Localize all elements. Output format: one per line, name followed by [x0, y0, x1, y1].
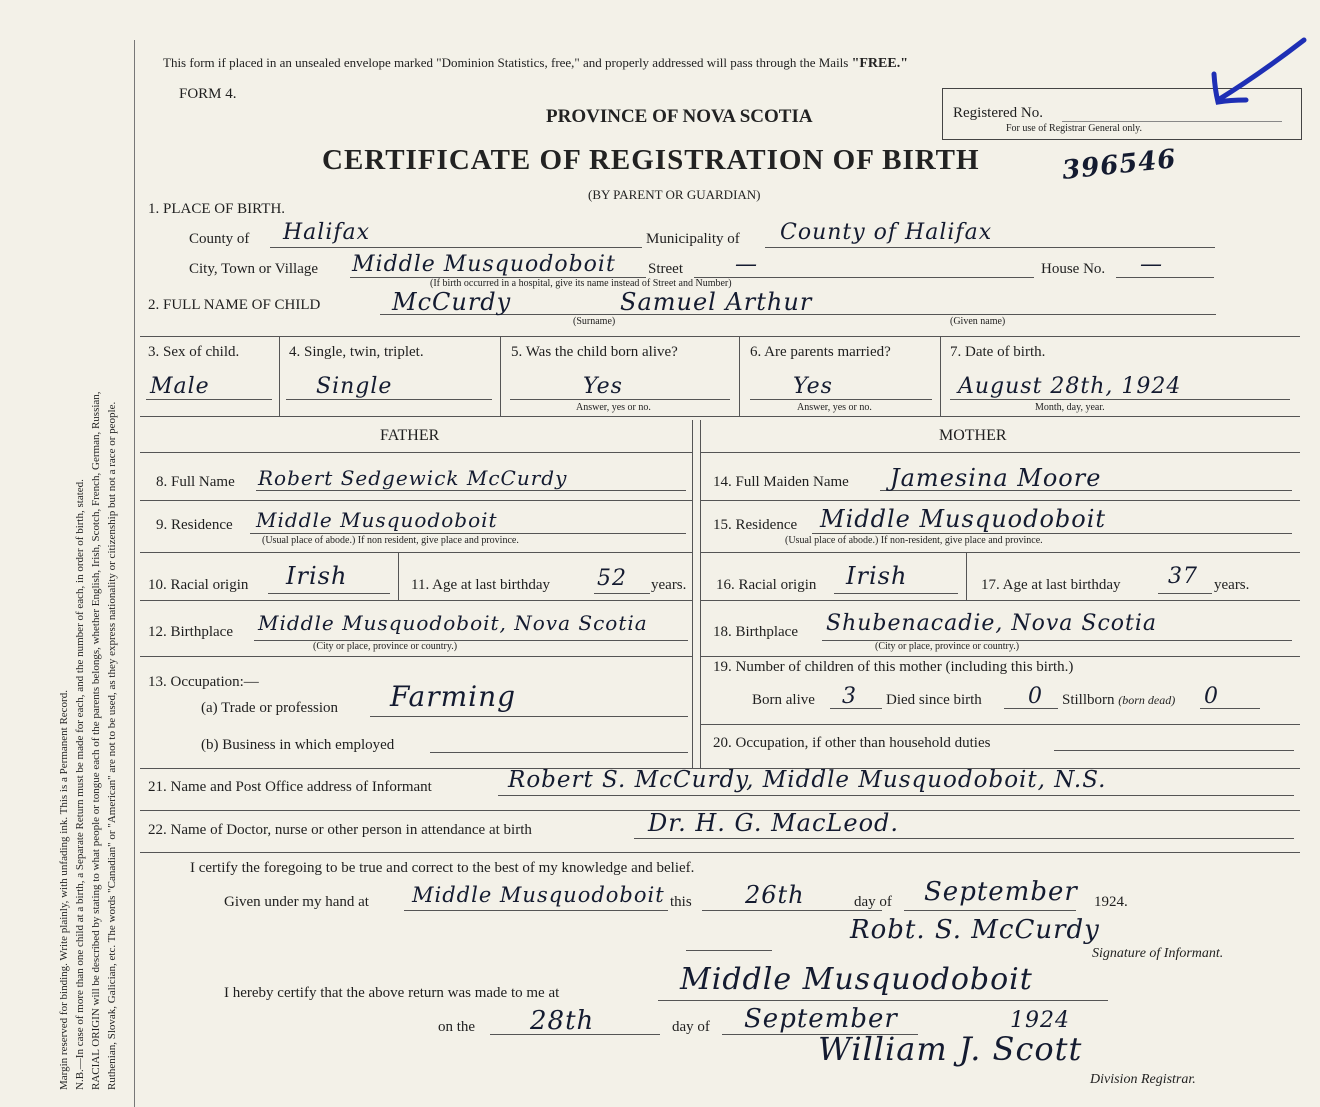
mother-age-label: 17. Age at last birthday	[981, 577, 1121, 593]
signature-caption: Signature of Informant.	[1092, 946, 1224, 961]
sex-value: Male	[150, 374, 210, 399]
died-value: 0	[1028, 684, 1043, 709]
father-occupation-label: 13. Occupation:—	[148, 674, 259, 690]
alive-value: Yes	[583, 374, 623, 399]
informant-signature: Robt. S. McCurdy	[850, 915, 1100, 945]
father-residence-line	[250, 533, 686, 534]
child-name-label: 2. FULL NAME OF CHILD	[148, 297, 321, 313]
margin-note-4: Ruthenian, Slovak, Galician, etc. The words "Canadian" or "American" are not to be used, as they express nationality or citizenship but not a race or people.	[106, 401, 118, 1090]
rule	[700, 500, 1300, 501]
rule	[700, 552, 1300, 553]
given-place-line	[404, 910, 668, 911]
plurality-line	[286, 399, 492, 400]
registered-number: 396546	[1060, 144, 1178, 186]
certificate-title: CERTIFICATE OF REGISTRATION OF BIRTH	[322, 144, 980, 176]
father-age-value: 52	[597, 566, 627, 591]
mother-occupation-line	[1054, 750, 1294, 751]
on-the-label: on the	[438, 1019, 476, 1035]
binding-margin-line	[134, 40, 135, 1107]
given-caption: (Given name)	[950, 316, 1006, 327]
rule	[140, 656, 692, 657]
married-label: 6. Are parents married?	[750, 344, 891, 360]
alive-label: 5. Was the child born alive?	[511, 344, 678, 360]
father-race-label: 10. Racial origin	[148, 577, 249, 593]
children-count-label: 19. Number of children of this mother (including this birth.)	[713, 659, 1074, 675]
divider	[940, 336, 941, 416]
form-number: FORM 4.	[179, 86, 237, 102]
province-title: PROVINCE OF NOVA SCOTIA	[546, 106, 813, 127]
alive-line	[510, 399, 730, 400]
mother-birthplace-value: Shubenacadie, Nova Scotia	[826, 611, 1158, 636]
mother-heading: MOTHER	[939, 427, 1007, 444]
rule-row3-top	[140, 336, 1300, 337]
father-birthplace-caption: (City or place, province or country.)	[313, 641, 458, 652]
municipality-value: County of Halifax	[780, 220, 993, 245]
county-value: Halifax	[283, 220, 371, 245]
trade-label: (a) Trade or profession	[201, 700, 339, 716]
mother-name-value: Jamesina Moore	[890, 464, 1102, 492]
died-label: Died since birth	[886, 692, 982, 708]
registrar-signature: William J. Scott	[818, 1030, 1083, 1068]
blue-check-mark	[1200, 34, 1310, 112]
mother-birthplace-label: 18. Birthplace	[713, 624, 798, 640]
street-value: —	[735, 252, 758, 277]
return-place: Middle Musquodoboit	[680, 962, 1033, 997]
stillborn-value: 0	[1204, 684, 1219, 709]
given-place: Middle Musquodoboit	[412, 883, 665, 907]
doctor-line	[634, 838, 1294, 839]
rule	[140, 852, 1300, 853]
given-year: 1924.	[1094, 894, 1128, 910]
given-label: Given under my hand at	[224, 894, 369, 910]
born-alive-value: 3	[842, 684, 857, 709]
dob-label: 7. Date of birth.	[950, 344, 1046, 360]
informant-label: 21. Name and Post Office address of Informant	[148, 779, 432, 795]
mother-race-label: 16. Racial origin	[716, 577, 817, 593]
registered-line	[1062, 121, 1282, 122]
rule	[140, 600, 692, 601]
dob-line	[950, 399, 1290, 400]
stillborn-note: (born dead)	[1118, 693, 1176, 707]
this-label: this	[670, 894, 692, 910]
informant-line	[498, 795, 1294, 796]
married-value: Yes	[793, 374, 833, 399]
mother-name-label: 14. Full Maiden Name	[713, 474, 849, 490]
house-line	[1116, 277, 1214, 278]
rule	[700, 452, 1300, 453]
house-label: House No.	[1041, 261, 1106, 277]
margin-note-3: RACIAL ORIGIN will be described by stating to what people or tongue each of the parents belongs, whether English, Irish, Scotch, French, German, Russian,	[90, 391, 102, 1090]
parents-divider	[692, 420, 693, 768]
business-line	[430, 752, 688, 753]
child-given-name: Samuel Arthur	[620, 288, 813, 316]
divider	[739, 336, 740, 416]
doctor-label: 22. Name of Doctor, nurse or other person in attendance at birth	[148, 822, 532, 838]
father-age-label: 11. Age at last birthday	[411, 577, 550, 593]
father-residence-label: 9. Residence	[156, 517, 233, 533]
hospital-note: (If birth occurred in a hospital, give its name instead of Street and Number)	[430, 278, 732, 289]
father-age-unit: years.	[651, 577, 687, 593]
mother-birthplace-caption: (City or place, province or country.)	[875, 641, 1020, 652]
month-line	[904, 910, 1076, 911]
mother-occupation-label: 20. Occupation, if other than household duties	[713, 735, 991, 751]
county-label: County of	[189, 231, 250, 247]
postal-note: This form if placed in an unsealed envelope marked "Dominion Statistics, free," and properly addressed will pass through the Mails "FREE."	[163, 55, 908, 71]
dob-value: August 28th, 1924	[958, 374, 1182, 399]
married-line	[750, 399, 932, 400]
sex-line	[146, 399, 272, 400]
rule	[700, 724, 1300, 725]
mother-residence-label: 15. Residence	[713, 517, 798, 533]
born-alive-label: Born alive	[752, 692, 815, 708]
dob-caption: Month, day, year.	[1035, 402, 1105, 413]
mother-age-unit: years.	[1214, 577, 1250, 593]
divider	[398, 552, 399, 600]
plurality-label: 4. Single, twin, triplet.	[289, 344, 424, 360]
child-surname: McCurdy	[392, 288, 512, 316]
father-race-value: Irish	[286, 562, 348, 590]
house-value: —	[1140, 252, 1163, 277]
certify-statement: I certify the foregoing to be true and correct to the best of my knowledge and belief.	[190, 860, 695, 876]
father-birthplace-value: Middle Musquodoboit, Nova Scotia	[258, 611, 648, 635]
father-name-line	[256, 490, 686, 491]
return-day-of-label: day of	[672, 1019, 710, 1035]
doctor-value: Dr. H. G. MacLeod.	[648, 809, 900, 837]
parents-divider-2	[700, 420, 701, 768]
informant-value: Robert S. McCurdy, Middle Musquodoboit, N.S.	[508, 767, 1107, 793]
father-name-label: 8. Full Name	[156, 474, 235, 490]
alive-caption: Answer, yes or no.	[576, 402, 651, 413]
rule	[140, 452, 692, 453]
margin-note-1: Margin reserved for binding. Write plainly, with unfading ink. This is a Permanent Record.	[58, 690, 70, 1090]
return-label: I hereby certify that the above return was made to me at	[224, 985, 560, 1001]
day-of-label: day of	[854, 894, 892, 910]
father-race-line	[268, 593, 390, 594]
place-of-birth-label: 1. PLACE OF BIRTH.	[148, 201, 286, 217]
municipality-label: Municipality of	[646, 231, 740, 247]
trade-line	[370, 716, 688, 717]
registrar-caption: Division Registrar.	[1090, 1072, 1196, 1087]
city-label: City, Town or Village	[189, 261, 319, 277]
divider	[500, 336, 501, 416]
margin-note-2: N.B.—In case of more than one child at a birth, a Separate Return must be made for each, and the number of each, in order of birth, stated.	[74, 479, 86, 1090]
married-caption: Answer, yes or no.	[797, 402, 872, 413]
city-value: Middle Musquodoboit	[352, 252, 616, 277]
divider	[279, 336, 280, 416]
rule	[140, 552, 692, 553]
trade-value: Farming	[390, 680, 517, 713]
mother-residence-value: Middle Musquodoboit	[820, 505, 1107, 533]
mother-age-line	[1158, 593, 1212, 594]
registered-sub: For use of Registrar General only.	[1006, 123, 1142, 134]
plurality-value: Single	[316, 374, 393, 399]
given-day: 26th	[745, 881, 805, 909]
county-line	[270, 247, 642, 248]
father-age-line	[594, 593, 650, 594]
return-day: 28th	[530, 1006, 595, 1036]
business-label: (b) Business in which employed	[201, 737, 395, 753]
registered-label: Registered No.	[953, 105, 1043, 121]
rule	[686, 950, 772, 951]
given-month: September	[924, 877, 1078, 907]
mother-residence-line	[812, 533, 1292, 534]
rule-row3-bottom	[140, 416, 1300, 417]
return-month: September	[744, 1004, 898, 1034]
sex-label: 3. Sex of child.	[148, 344, 240, 360]
return-year: 1924	[1010, 1008, 1070, 1033]
surname-caption: (Surname)	[573, 316, 616, 327]
father-residence-caption: (Usual place of abode.) If non resident, give place and province.	[262, 535, 519, 546]
divider	[966, 552, 967, 600]
father-heading: FATHER	[380, 427, 440, 444]
rule	[700, 600, 1300, 601]
mother-age-value: 37	[1168, 564, 1198, 589]
mother-race-value: Irish	[846, 562, 908, 590]
return-place-line	[658, 1000, 1108, 1001]
rule	[140, 500, 692, 501]
municipality-line	[765, 247, 1215, 248]
father-birthplace-label: 12. Birthplace	[148, 624, 233, 640]
street-label: Street	[648, 261, 683, 277]
street-line	[694, 277, 1034, 278]
rule	[700, 656, 1300, 657]
certificate-subtitle: (BY PARENT OR GUARDIAN)	[588, 187, 761, 202]
mother-race-line	[834, 593, 958, 594]
father-residence-value: Middle Musquodoboit	[256, 508, 498, 532]
mother-residence-caption: (Usual place of abode.) If non-resident, give place and province.	[785, 535, 1043, 546]
father-name-value: Robert Sedgewick McCurdy	[258, 466, 568, 490]
stillborn-label: Stillborn (born dead)	[1062, 692, 1176, 708]
